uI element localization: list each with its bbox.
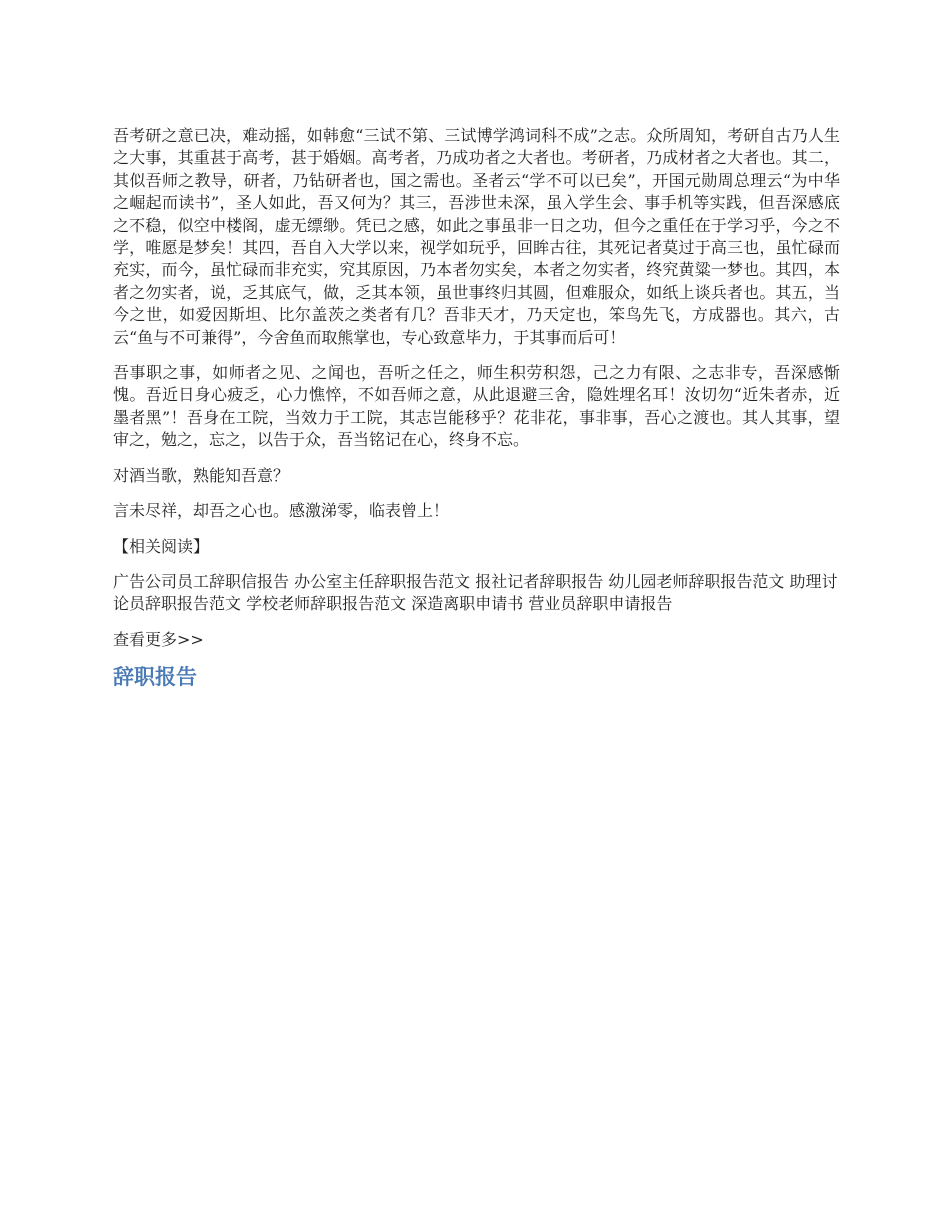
article-paragraph-3: 对酒当歌，熟能知吾意？: [113, 465, 290, 485]
article-paragraph-4: 言未尽祥，却吾之心也。感激涕零，临表曾上！: [113, 501, 450, 521]
article-paragraph-1: 吾考研之意已决，难动摇，如韩愈“三试不第、三试博学鸿词科不成”之志。众所周知，考研自古乃人生之大事，其重甚于高考，甚于婚姻。高考者，乃成功者之大者也。考研者，乃成材者之大者也。其二，其似吾师之教导，研者，乃钻研者也，国之需也。圣者云“学不可以已矣”，开国元勋周总理云“为中华之崛起而读书”，圣人如此，吾又何为？其三，吾涉世未深，虽入学生会、事手机等实践，但吾深感底之不稳，似空中楼阁，虚无缥缈。凭已之感，如此之事虽非一日之功，但今之重任在于学习乎，今之不学，唯愿是梦矣！其四，吾自入大学以来，视学如玩乎，回眸古往，其死记者莫过于高三也，虽忙碌而充实，而今，虽忙碌而非充实，究其原因，乃本者勿实矣，本者之勿实者，终究黄粱一梦也。其四，本者之勿实者，说，乏其底气，做，乏其本领，虽世事终归其圆，但难服众，如纸上谈兵者也。其五，当今之世，如爱因斯坦、比尔盖茨之类者有几？吾非天才，乃天定也，笨鸟先飞，方成器也。其六，古云“鱼与不可兼得”，今舍鱼而取熊掌也，专心致意毕力，于其事而后可！: [113, 126, 840, 347]
related-link-4[interactable]: 幼儿园老师辞职报告范文: [608, 571, 785, 591]
article-body: [113, 125, 840, 691]
article-paragraph-2: 吾事职之事，如师者之见、之闻也，吾听之任之，师生积劳积怨，己之力有限、之志非专，吾深感惭愧。吾近日身心疲乏，心力憔悴，不如吾师之意，从此退避三舍，隐姓埋名耳！汝切勿“近朱者赤，近墨者黑”！吾身在工院，当效力于工院，其志岂能移乎？花非花，事非事，吾心之渡也。其人其事，望审之，勉之，忘之，以告于众，吾当铭记在心，终身不忘。: [113, 363, 840, 450]
related-link-6[interactable]: 学校老师辞职报告范文: [246, 594, 407, 614]
related-links-list: [113, 571, 840, 616]
related-link-1[interactable]: 广告公司员工辞职信报告: [113, 571, 290, 591]
related-link-3[interactable]: 报社记者辞职报告: [475, 571, 604, 591]
related-link-7[interactable]: 深造离职申请书: [411, 594, 524, 614]
related-reading-heading: 【相关阅读】: [113, 536, 210, 556]
section-title: 辞职报告: [113, 665, 197, 690]
related-link-2[interactable]: 办公室主任辞职报告范文: [294, 571, 471, 591]
view-more-link[interactable]: 查看更多>>: [113, 629, 204, 649]
related-link-5[interactable]: 助理讨论员辞职报告范文: [113, 571, 838, 614]
related-link-8[interactable]: 营业员辞职申请报告: [528, 594, 673, 614]
